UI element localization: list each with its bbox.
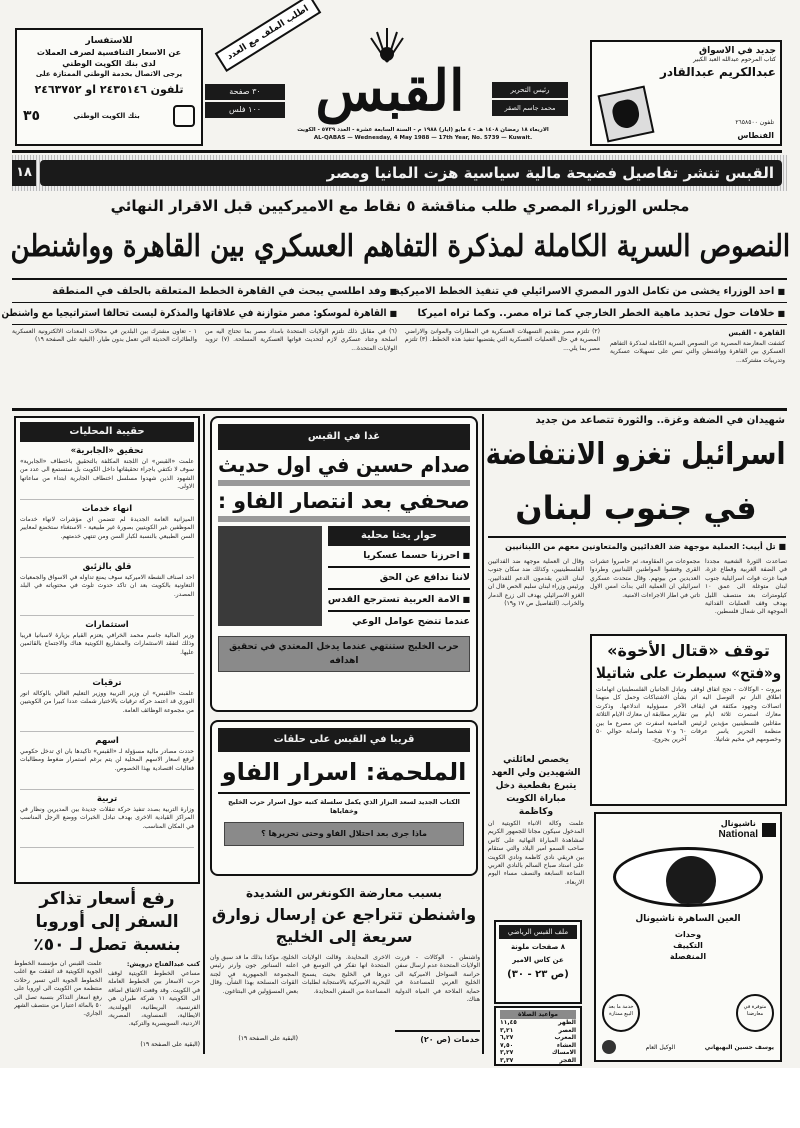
- lead-headline: النصوص السرية الكاملة لمذكرة التفاهم العسكري بين القاهرة وواشنطن: [10, 229, 790, 264]
- prayer-time: ٦,٢٧: [500, 1034, 514, 1042]
- prayer-time: ٣,٣٧: [500, 1056, 514, 1064]
- ad-book-subtitle: كتاب المرحوم عبدالله العبد الكبير: [693, 56, 776, 63]
- local-section-heading: تربية: [96, 794, 118, 804]
- airfare-continued: (البقية على الصفحة ١٩): [140, 1041, 200, 1048]
- tomorrow-quote: ■ الامة العربية تسترجع القدس: [328, 590, 470, 612]
- local-section-text: وزارة التربية بصدد تنفيذ حركة تنقلات جديدة بين المديرين ونظار في المراكز القيادية الاخرى بهدف تبادل الخبرات ووضع الرجل المناسب في المكان المناسب.: [20, 806, 194, 848]
- tomorrow-tag: حوار يختا محلية: [328, 526, 470, 546]
- ad-book-cover: [598, 86, 655, 143]
- congress-text: الاخرى المحايدة. وقالت الولايات المتحدة انها تفكر في التوسع في دورها في الخليج بحيث يسمح للبحرية الاميركية بالاستجابة لطلبات المساعدة من السفن المحايدة.: [302, 954, 390, 995]
- ad-book: [590, 40, 782, 146]
- eye-illustration: [613, 847, 763, 907]
- camps-text: وتبادل الجانبان الفلسطينيان اتهامات بشأن الاشتباكات وحمل كل منهما الآخر مسؤولية اندلاعها. وذكرت تقارير مطابقة ان معارك الايام الثلاثة الماضية اسفرت عن مصرع ما بين ٦٠ و٧٠ شخصا واصابة حوالي ٥٠ آخرين بجروح.: [596, 686, 687, 744]
- lead-column: كشفت المعارضة المصرية عن النصوص السرية الكاملة لمذكرة التفاهم العسكري بين القاهرة وواشنطن والتي تنص على تسهيلات عسكرية وتدريبات مشتركة...: [610, 340, 785, 364]
- soon-footer: ماذا جرى بعد احتلال الفاو وحتى تحريرها ؟: [224, 822, 464, 846]
- tomorrow-box: [210, 416, 478, 712]
- israel-text: تصاعدت الثورة الشعبية مجددا في الضفة الغربية وقطاع غزة، فيما غزت قوات اسرائيلية جنوب لبنان متوغلة الى عمق ١٠ كيلومترات بعد منتصف الليل بهدف وقف العمليات الفدائية الموجهة الى شمال فلسطين.: [705, 558, 787, 616]
- ad-bank: [15, 28, 203, 146]
- national-brand-en: National: [718, 829, 758, 840]
- badge-available: متوفرة في معارضنا: [736, 994, 774, 1032]
- bullet-divider: [12, 302, 787, 303]
- local-news-title: حقيبة المحليات: [20, 422, 194, 442]
- soon-headline: الملحمة: اسرار الفاو: [218, 752, 470, 794]
- lead-bullet: ■ القاهرة لموسكو: مصر متوازنة في علاقاتها والمذكرة ليست تحالفا استراتيجيا مع واشنطن: [12, 306, 397, 322]
- tomorrow-quote: ■ احرزنا حسما عسكريا: [328, 546, 470, 568]
- badge-after-sales: خدمة ما بعد البيع ممتازة: [602, 994, 640, 1032]
- airfare-headline: رفع أسعار تذاكر السفر إلى أوروبا بنسبة تصل لـ ٥٠٪: [33, 889, 181, 955]
- services-ref: خدمات (ص ٢٠): [395, 1030, 480, 1046]
- local-section-text: وزير المالية جاسم محمد الخرافي يعتزم القيام بزيارة لاسبانيا قريبا وذلك لتفقد الاستثمارات والمشاريع الكويتية هناك والاجتماع بالقائمين عليها.: [20, 632, 194, 674]
- local-section-heading: ترقيات: [92, 678, 122, 688]
- camps-box: [590, 634, 787, 806]
- tomorrow-divider: [218, 516, 470, 522]
- prayer-time: ١١,٤٥: [500, 1019, 517, 1026]
- local-section-heading: استثمارات: [85, 620, 129, 630]
- dateline-arabic: الاربعاء ١٨ رمضان ١٤٠٨ هـ - ٤ مايو (ايار) ١٩٨٨ م - السنة السابعة عشرة - العدد ٥٧٣٩ - الكويت: [297, 127, 549, 133]
- ad-book-phone: تلفون ٢٦٥٨٥٠٠: [735, 119, 774, 126]
- national-tag: وحدات: [674, 930, 702, 939]
- israel-headline: في جنوب لبنان: [515, 489, 757, 527]
- israel-kicker: شهيدان في الضفة وغزة.. والثورة تتصاعد من جديد: [535, 415, 785, 426]
- agent-label: الوكيل العام: [645, 1043, 676, 1051]
- dateline: [278, 126, 568, 142]
- ad-bank-name: بنك الكويت الوطني: [73, 111, 140, 120]
- price: ١٠٠ فلس: [205, 102, 285, 118]
- masthead-rule: [12, 150, 782, 153]
- prayer-name: العصر: [558, 1026, 576, 1034]
- prayer-name: العشاء: [556, 1041, 576, 1049]
- dealer-name: يوسف حسين البهبهاني: [704, 1043, 774, 1051]
- prayer-row: [500, 1042, 576, 1050]
- bank-logo-icon: [173, 105, 195, 127]
- sports-ref: (ص ٢٣ - ٣٠): [507, 969, 569, 980]
- tomorrow-headline: صحفي بعد انتصار الفاو :: [218, 489, 470, 513]
- tomorrow-quote: عندما تتضح عوامل الوعي: [352, 616, 470, 627]
- editor-box: [492, 82, 568, 118]
- match-text: علمت وكالة الانباء الكويتية ان المدخول سيكون مجانا للجمهور الكريم لمشاهدة المباراة النهائية على كاس صاحب السمو امير البلاد والتي ستقام بين فريقي نادي كاظمة ونادي الكويت على استاد صباح السالم بالنادي العربي الساعة السابعة والنصف مساء اليوم الاربعاء.: [488, 820, 584, 886]
- dateline-english: AL-QABAS — Wednesday, 4 May 1988 — 17th Year, No. 5739 — Kuwait.: [313, 135, 533, 141]
- local-section-text: علمت «القبس» ان اللجنة المكلفة بالتحقيق باختطاف «الجابرية» سوف لا تكتفي باجراء تحقيقاتها داخل الكويت بل ستستمع الى عدد من الشهود الذين شهدوا مسلسل اختطاف الجابرية ابتداء من ساعاتها الاولى.: [20, 458, 194, 500]
- national-tag: المنفصلة: [669, 952, 707, 961]
- dealer-logo-icon: [602, 1040, 616, 1054]
- editor-label: رئيس التحرير: [492, 82, 568, 98]
- congress-kicker: بسبب معارضة الكونغرس الشديدة: [245, 886, 443, 900]
- airfare-byline: كتب عبدالفتاح درويش:: [126, 960, 200, 968]
- lead-column: ١ - تعاون مشترك بين البلدين في مجالات المعدات الالكترونية العسكرية والطائرات الحديثة التي تعمل بدون طيار. (البقية على الصفحة ١٩): [12, 328, 197, 344]
- local-section-text: احد اصناف الشطة الاميركية سوف يمنع تداوله في الاسواق والجمعيات التعاونية بالكويت بعد ان تاكد حدوث تلوث في محتوياته في البلد المصدر.: [20, 574, 194, 616]
- editor-name: محمد جاسم الصقر: [492, 100, 568, 116]
- prayer-time: ٣,٢١: [500, 1026, 514, 1034]
- prayer-time: ٧,٥٠: [500, 1041, 514, 1049]
- lead-rule: [12, 278, 787, 280]
- section-rule: [12, 408, 787, 411]
- tomorrow-headline: صدام حسين في اول حديث: [217, 453, 470, 477]
- national-brand-ar: ناشيونال: [720, 819, 756, 828]
- prayer-row: [500, 1049, 576, 1057]
- banner-headline: القبس تنشر تفاصيل فضيحة مالية سياسية هزت المانيا ومصر: [40, 160, 782, 186]
- lead-kicker: مجلس الوزراء المصري طلب مناقشة ٥ نقاط مع الاميركيين قبل الاقرار النهائي: [110, 197, 690, 215]
- ad-bank-line: عن الاسعار التنافسية لصرف العملات: [36, 48, 182, 57]
- ad-bank-phone: تلفون ٢٤٣٥١٤٦ او ٢٤٦٣٧٥٢: [34, 83, 184, 96]
- newspaper-logo: القبس: [315, 58, 465, 124]
- prayer-time: ٣,٢٧: [500, 1049, 514, 1057]
- national-headline: العين الساهرة ناشيونال: [635, 914, 741, 924]
- soon-subtitle: الكتاب الجديد لسعد البزاز الذي يكمل سلسلة كتبه حول اسرار حرب الخليج وخفاياها: [228, 798, 460, 815]
- sports-topic: عن كاس الامير: [512, 956, 564, 964]
- national-tag: التكييف: [673, 941, 703, 950]
- match-headline: يخصص لعائلتي الشهيدين ولي العهد يتبرع بقطعية دخل مباراة الكويت وكاظمة: [491, 755, 581, 817]
- sports-pages: ٨ صفحات ملونة: [510, 943, 566, 951]
- lead-column: (٦) في مقابل ذلك تلتزم الولايات المتحدة بامداد مصر بما تحتاج اليه من اسلحة وعتاد عسكري لازم لتحديث قواتها العسكرية المسلحة. (٧) تزويد الولايات المتحدة...: [205, 328, 397, 352]
- prayer-row: [500, 1027, 576, 1035]
- prayer-times-box: [494, 1006, 582, 1066]
- prayer-name: الفجر: [559, 1056, 576, 1064]
- sports-box: [494, 920, 582, 1004]
- airfare-text: علمت القبس ان مؤسسة الخطوط الجوية الكويتية قد اتفقت مع اغلب الخطوط الجوية التي تسير رحلات منتظمة من الكويت الى اوروبا على رفع اسعار التذاكر بنسبة تصل الى ٥٠ بالمائة اعتبارا من منتصف الشهر الجاري.: [14, 960, 102, 1018]
- prayer-row: [500, 1034, 576, 1042]
- local-section-text: الميزانية العامة الجديدة لم تتضمن اي مؤشرات لانهاء خدمات الموظفين غير الكويتيين بصورة غير طبيعية - الاستغناء ستخضع لمعايير السن الطبيعي بالنسبة لكبار السن ومن تنتهي خدمتهم.: [20, 516, 194, 558]
- israel-rule: [488, 536, 786, 538]
- ad-book-title: جديد في الاسواق: [699, 46, 776, 56]
- saddam-photo: [218, 526, 322, 626]
- airfare-text: مساعي الخطوط الكويتية لوقف حرب الاسعار بين الخطوط العاملة في الكويت. وقد وقعت الاتفاق اضافة الى الكويتية ١١ شركة طيران هي الفرنسية، البريطانية، الهولندية، الايطالية، النمساوية، المصرية، الاردنية، السويسرية والتركية.: [108, 970, 200, 1028]
- local-section-heading: اسهم: [95, 736, 119, 746]
- local-section-text: علمت «القبس» ان وزير التربية ووزير التعليم العالي بالوكالة انور النوري قد اعتمد حركة ترقيات بالاختيار شملت عددا كبيرا من الكويتيين من مجموعة الوظائف العامة.: [20, 690, 194, 732]
- tomorrow-label: غدا في القبس: [218, 424, 470, 450]
- issue-info-box: [205, 84, 285, 119]
- israel-text: مجموعات من المقاومة، ثم حاصروا عشرات القرى وفتشوا المواطنين اللبنانيين وطردوا العديدين من بيوتهم. وقال متحدث عسكري اسرائيلي ان العملية التي بدأت امس الاول تاتي في اطار الاجراءات الامنية.: [590, 558, 700, 599]
- israel-headline: اسرائيل تغزو الانتفاضة: [486, 437, 786, 472]
- congress-text: واشنطن - الوكالات - قررت الولايات المتحدة عدم ارسال سفن حراسة السواحل الاميركية الى الخليج العربي للمساعدة في حماية الملاحة في المياه الدولية هناك.: [395, 954, 480, 1004]
- local-section-heading: تحقيق «الجابرية»: [70, 446, 144, 456]
- sports-title: ملف القبس الرياضي: [499, 925, 577, 939]
- ad-book-name: عبدالكريم عبدالقادر: [659, 65, 776, 79]
- lead-bullet: ■ احد الوزراء يخشى من تكامل الدور المصري الاسرائيلي في تنفيذ الخطط الاميركية: [405, 284, 785, 300]
- ad-bank-line: يرجى الاتصال بخدمة الوطني الممتازة على: [35, 70, 183, 78]
- local-section-heading: انهاء خدمات: [81, 504, 133, 514]
- ad-book-brand: الفنطاس: [737, 131, 774, 140]
- ad-bank-title: للاستفسار: [85, 36, 133, 46]
- lead-byline: القاهرة - القبس: [728, 329, 785, 337]
- bullet-divider: [12, 324, 787, 325]
- local-section-text: حددت مصادر مالية مسؤولة لـ «القبس» تاكيدها بان اي تدخل حكومي لرفع اسعار الاسهم المحلية لن يتم برغم استمرار ضغوط ومطالبات فعاليات اقتصادية بهذا الخصوص.: [20, 748, 194, 790]
- prayer-title: مواعيد الصلاة: [500, 1010, 576, 1019]
- congress-headline: واشنطن تتراجع عن إرسال زوارق سريعة إلى الخليج: [211, 905, 477, 946]
- prayer-row: [500, 1057, 576, 1065]
- soon-box: [210, 720, 478, 876]
- soon-label: قريبا في القبس على حلقات: [218, 728, 470, 752]
- column-divider: [203, 414, 205, 1054]
- prayer-name: المغرب: [554, 1034, 576, 1042]
- camps-headline: توقف «قتال الأخوة»: [607, 641, 770, 660]
- israel-text: وقال ان العملية موجهة ضد الفدائيين الفلسطينيين، وكذلك ضد سكان جنوب لبنان الذين يقدمون الدعم للفدائيين. ورئيس وزراء لبنان سليم الحص قال ان الغزو الاسرائيلي يهدف الى زرع الدمار والخراب. (التفاصيل ص ١٧ و١٩): [488, 558, 584, 608]
- local-news-box: [14, 416, 200, 884]
- banner-page-number: ١٨: [12, 160, 36, 186]
- prayer-name: الظهر: [558, 1019, 576, 1026]
- tomorrow-footer: حرب الخليج ستنتهي عندما يدخل المعتدي في تحقيق اهدافه: [218, 636, 470, 672]
- lead-bullet: ■ وفد اطلسي يبحث في القاهرة الخطط المتعلقة بالحلف في المنطقة: [12, 284, 397, 300]
- lead-bullet: ■ خلافات حول تحديد ماهية الخطر الخارجي كما تراه مصر.. وكما تراه اميركا: [405, 306, 785, 322]
- national-logo-icon: [762, 823, 776, 837]
- anniversary-logo: ٣٥: [23, 107, 41, 124]
- ad-national: [594, 812, 782, 1062]
- prayer-name: الامساك: [551, 1049, 576, 1057]
- ad-bank-line: لدى بنك الكويت الوطني: [62, 59, 156, 68]
- lead-column: (٢) تلتزم مصر بتقديم التسهيلات العسكرية في المطارات والموانئ والاراضي المصرية في حال العمليات العسكرية التي يقتضيها تنفيذ هذه الخطط. (٣) تلتزم مصر بما يلي...: [405, 328, 600, 352]
- tomorrow-quote: لاننا ندافع عن الحق: [328, 568, 470, 590]
- congress-text: الخليج، مؤكدا بذلك ما قد سبق وان اعلنه السناتور جون وارنر رئيس المجموعة الجمهورية في لجنة القوات المسلحة بهذا الشأن. وقال بعض المسؤولين في البنتاغون.: [210, 954, 298, 995]
- congress-continued: (البقية على الصفحة ١٩): [238, 1035, 298, 1042]
- prayer-row: [500, 1019, 576, 1027]
- page-count: ٣٠ صفحة: [205, 84, 285, 100]
- stamp-request-file: اطلب الملف مع العدد: [215, 0, 322, 72]
- column-divider: [482, 414, 484, 1054]
- local-section-heading: قلق بالزئبق: [82, 562, 132, 572]
- israel-subhead: ■ تل أبيب: العملية موجهة ضد الفدائيين والمتعاونين معهم من اللبنانيين: [488, 540, 786, 553]
- camps-headline: و«فتح» سيطرت على شاتيلا: [595, 664, 781, 682]
- camps-text: بيروت - الوكالات - نجح اتفاق لوقف اطلاق النار تم التوصل اليه اثر اتصالات وجهود مكثفة في ايقاف معارك استمرت ثلاثة ايام بين مقاتلين فلسطينيين مؤيدين لرئيس منظمة التحرير ياسر عرفات وخصومهم في مخيم شاتيلا.: [690, 686, 781, 744]
